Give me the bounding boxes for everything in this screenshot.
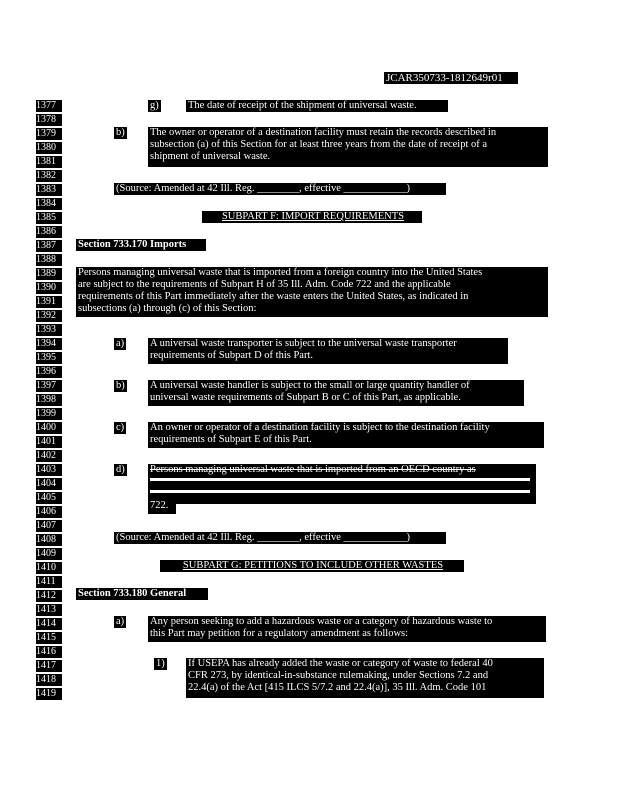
line-number: 1379 [36,128,62,140]
line-number: 1381 [36,156,62,168]
item-c-label: c) [116,422,125,433]
line-number: 1415 [36,632,62,644]
redaction-gap [150,478,530,481]
line-number: 1417 [36,660,62,672]
item-g-text: The date of receipt of the shipment of universal waste. [186,100,448,112]
line-number: 1390 [36,282,62,294]
line-number: 1392 [36,310,62,322]
line-number: 1403 [36,464,62,476]
item-d-text: Persons managing universal waste that is imported from an OECD country as 722. [148,464,536,514]
line-number: 1380 [36,142,62,154]
line-number: 1399 [36,408,62,420]
line-number: 1402 [36,450,62,462]
subpart-g-heading: SUBPART G: PETITIONS TO INCLUDE OTHER WASTES [160,560,464,572]
line-number: 1419 [36,688,62,700]
item-a2-text: Any person seeking to add a hazardous waste or a category of hazardous waste to this Part may petition for a regulatory amendment as follows: [148,616,546,642]
line-number: 1414 [36,618,62,630]
item-a-label: a) [116,338,125,349]
item-b-label: b) [116,127,125,138]
line-number: 1395 [36,352,62,364]
line-number: 1407 [36,520,62,532]
item-1-label: 1) [156,658,165,669]
line-number: 1404 [36,478,62,490]
line-number: 1409 [36,548,62,560]
line-number: 1416 [36,646,62,658]
redaction-gap [150,490,530,493]
item-b-text: The owner or operator of a destination facility must retain the records described in subsection (a) of this Section for at least three years from the date of receipt of a shipment of universal waste. [148,127,548,167]
item-b2-text: A universal waste handler is subject to the small or large quantity handler of universal waste requirements of Subpart B or C of this Part, as applicable. [148,380,524,406]
line-number: 1398 [36,394,62,406]
line-number: 1386 [36,226,62,238]
line-number: 1387 [36,240,62,252]
line-number: 1383 [36,184,62,196]
line-number: 1394 [36,338,62,350]
document-id: JCAR350733-1812649r01 [384,72,518,84]
line-number: 1396 [36,366,62,378]
line-number: 1400 [36,422,62,434]
source-note-2: (Source: Amended at 42 Ill. Reg. ________, effective ____________) [114,532,446,544]
item-a2-label: a) [116,616,125,627]
line-number: 1401 [36,436,62,448]
line-number: 1389 [36,268,62,280]
line-number: 1410 [36,562,62,574]
line-number: 1397 [36,380,62,392]
line-number: 1382 [36,170,62,182]
item-g-label: g) [150,100,159,111]
item-c-text: An owner or operator of a destination facility is subject to the destination facility requirements of Subpart E of this Part. [148,422,544,448]
section-733-170-paragraph: Persons managing universal waste that is imported from a foreign country into the United States are subject to the requirements of Subpart H of 35 Ill. Adm. Code 722 and the applicable requirements of this Part immediately after the waste enters the United States, as indicated in subsections (a) through (c) of this Section: [76,267,548,317]
line-number: 1408 [36,534,62,546]
subpart-f-heading: SUBPART F: IMPORT REQUIREMENTS [202,211,422,223]
line-number: 1391 [36,296,62,308]
line-number: 1413 [36,604,62,616]
line-number: 1377 [36,100,62,112]
line-number: 1385 [36,212,62,224]
line-number: 1388 [36,254,62,266]
line-number: 1378 [36,114,62,126]
line-number: 1393 [36,324,62,336]
redaction-gap [176,504,536,514]
line-number: 1384 [36,198,62,210]
line-number: 1406 [36,506,62,518]
item-d-label: d) [116,464,125,475]
item-1-text: If USEPA has already added the waste or category of waste to federal 40 CFR 273, by identical-in-substance rulemaking, under Sections 7.2 and 22.4(a) of the Act [415 ILCS 5/7.2 and 22.4(a)], 35 Ill. Adm. Code 101 [186,658,544,698]
section-733-180-heading: Section 733.180 General [76,588,208,600]
item-b2-label: b) [116,380,125,391]
line-number: 1412 [36,590,62,602]
line-number: 1411 [36,576,62,588]
source-note-1: (Source: Amended at 42 Ill. Reg. ________, effective ____________) [114,183,446,195]
section-733-170-heading: Section 733.170 Imports [76,239,206,251]
line-number: 1418 [36,674,62,686]
line-number: 1405 [36,492,62,504]
item-a-text: A universal waste transporter is subject to the universal waste transporter requirements of Subpart D of this Part. [148,338,508,364]
